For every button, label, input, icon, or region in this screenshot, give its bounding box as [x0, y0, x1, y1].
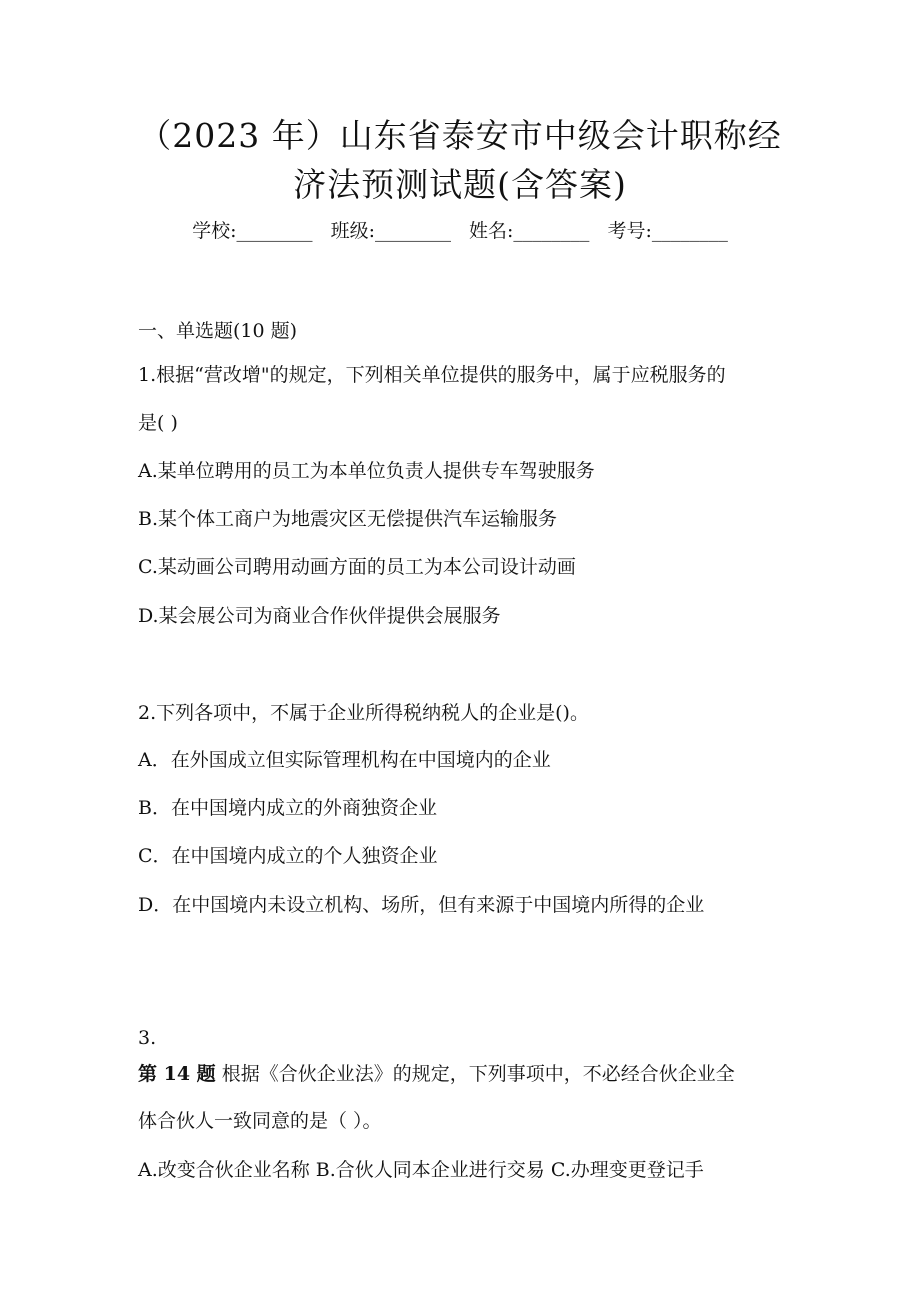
exam-number-field: 考号:________ — [607, 220, 728, 242]
document-title-line-2: 济法预测试题(含答案) — [293, 165, 627, 204]
document-title-line-1: （2023 年）山东省泰安市中级会计职称经 — [138, 116, 782, 155]
question-1-stem-line-1: 1.根据“营改增"的规定，下列相关单位提供的服务中，属于应税服务的 — [138, 364, 726, 386]
question-2-option-b: B．在中国境内成立的外商独资企业 — [138, 797, 437, 819]
question-1-option-c: C.某动画公司聘用动画方面的员工为本公司设计动画 — [138, 556, 576, 578]
question-3-stem-line-1 — [138, 1061, 798, 1087]
question-3-options-line: A.改变合伙企业名称 B.合伙人同本企业进行交易 C.办理变更登记手 — [138, 1159, 704, 1181]
question-2-stem: 2.下列各项中，不属于企业所得税纳税人的企业是()。 — [138, 702, 589, 724]
class-field: 班级:________ — [330, 220, 451, 242]
question-3-stem-text: 根据《合伙企业法》的规定，下列事项中，不必经合伙企业全 — [215, 1063, 735, 1085]
question-3-number: 3. — [138, 1027, 157, 1049]
question-1-option-b: B.某个体工商户为地震灾区无偿提供汽车运输服务 — [138, 508, 558, 530]
question-1-stem-line-2: 是( ) — [138, 412, 178, 434]
question-2-option-d: D．在中国境内未设立机构、场所，但有来源于中国境内所得的企业 — [138, 894, 705, 916]
school-field: 学校:________ — [192, 220, 313, 242]
question-1-option-a: A.某单位聘用的员工为本单位负责人提供专车驾驶服务 — [138, 460, 595, 482]
question-3-stem-line-2: 体合伙人一致同意的是（ ）。 — [138, 1110, 382, 1132]
question-1-option-d: D.某会展公司为商业合作伙伴提供会展服务 — [138, 605, 501, 627]
question-3-label: 第 14 题 — [138, 1063, 216, 1085]
name-field: 姓名:________ — [469, 220, 590, 242]
section-heading: 一、单选题(10 题) — [138, 320, 298, 342]
question-2-option-a: A．在外国成立但实际管理机构在中国境内的企业 — [138, 749, 551, 771]
question-2-option-c: C．在中国境内成立的个人独资企业 — [138, 845, 438, 867]
student-info-fields — [0, 218, 920, 244]
